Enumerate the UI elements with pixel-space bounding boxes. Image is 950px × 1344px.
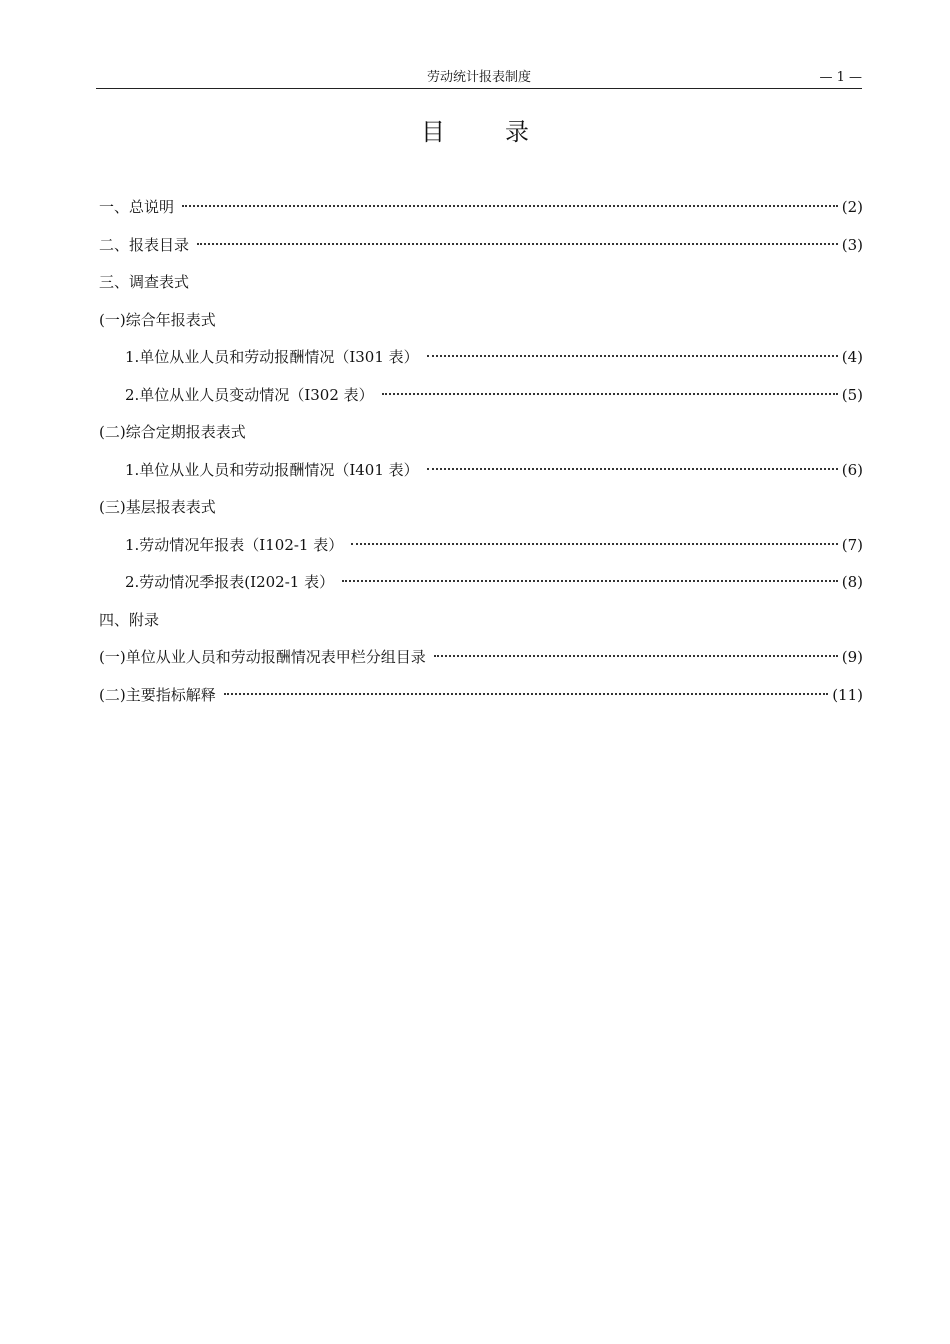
toc-entry-label: (一)单位从业人员和劳动报酬情况表甲栏分组目录: [99, 648, 426, 666]
toc-entry-page: (5): [841, 385, 863, 404]
toc-entry-label: 1.单位从业人员和劳动报酬情况（I401 表）: [125, 460, 419, 479]
toc-entry-page: (6): [841, 460, 863, 479]
toc-section-heading: [99, 489, 863, 527]
toc-entry-label: 二、报表目录: [99, 235, 190, 254]
toc-entry-page: (9): [841, 648, 863, 666]
toc-dot-leader: [351, 543, 838, 545]
toc-section-heading: [99, 302, 863, 340]
toc-entry: [99, 677, 863, 715]
toc-dot-leader: [427, 355, 838, 357]
toc-dot-leader: [434, 655, 838, 657]
toc-dot-leader: [182, 205, 838, 207]
toc-entry-page: (2): [841, 198, 863, 216]
toc-entry-label: 一、总说明: [99, 198, 175, 216]
toc-entry-page: (3): [841, 235, 863, 254]
toc-entry-page: (7): [841, 535, 863, 554]
title-char-2: 录: [505, 118, 529, 146]
toc-entry-page: (8): [841, 573, 863, 591]
toc-entry: [99, 527, 863, 565]
header-title: 劳动统计报表制度: [426, 70, 531, 85]
header-page-number: — 1 —: [819, 70, 862, 85]
toc-section-heading: [99, 264, 863, 302]
toc-dot-leader: [197, 243, 838, 245]
toc-entry: [99, 377, 863, 415]
table-of-contents: [99, 189, 863, 714]
toc-entry: [99, 227, 863, 265]
toc-entry: [99, 639, 863, 677]
toc-section-heading: [99, 414, 863, 452]
toc-entry-label: 1.单位从业人员和劳动报酬情况（I301 表）: [125, 348, 419, 366]
document-title: [0, 116, 950, 148]
toc-dot-leader: [224, 693, 828, 695]
toc-entry: [99, 189, 863, 227]
page-header: [96, 70, 862, 89]
toc-section-heading: [99, 602, 863, 640]
toc-dot-leader: [382, 393, 838, 395]
toc-entry-label: 1.劳动情况年报表（I102-1 表）: [125, 535, 344, 554]
toc-entry-label: (三)基层报表表式: [99, 498, 216, 516]
toc-entry-label: 三、调查表式: [99, 273, 190, 291]
toc-entry-label: (二)主要指标解释: [99, 685, 216, 704]
toc-entry-page: (4): [841, 348, 863, 366]
toc-entry-label: 2.劳动情况季报表(I202-1 表）: [125, 573, 335, 591]
toc-dot-leader: [342, 580, 838, 582]
toc-entry-label: 2.单位从业人员变动情况（I302 表）: [125, 385, 374, 404]
toc-entry-label: (二)综合定期报表表式: [99, 423, 246, 441]
toc-entry-page: (11): [832, 685, 863, 704]
toc-entry-label: (一)综合年报表式: [99, 310, 216, 329]
toc-entry: [99, 564, 863, 602]
title-char-1: 目: [421, 118, 445, 146]
toc-entry: [99, 452, 863, 490]
toc-entry-label: 四、附录: [99, 610, 160, 629]
toc-dot-leader: [427, 468, 838, 470]
toc-entry: [99, 339, 863, 377]
